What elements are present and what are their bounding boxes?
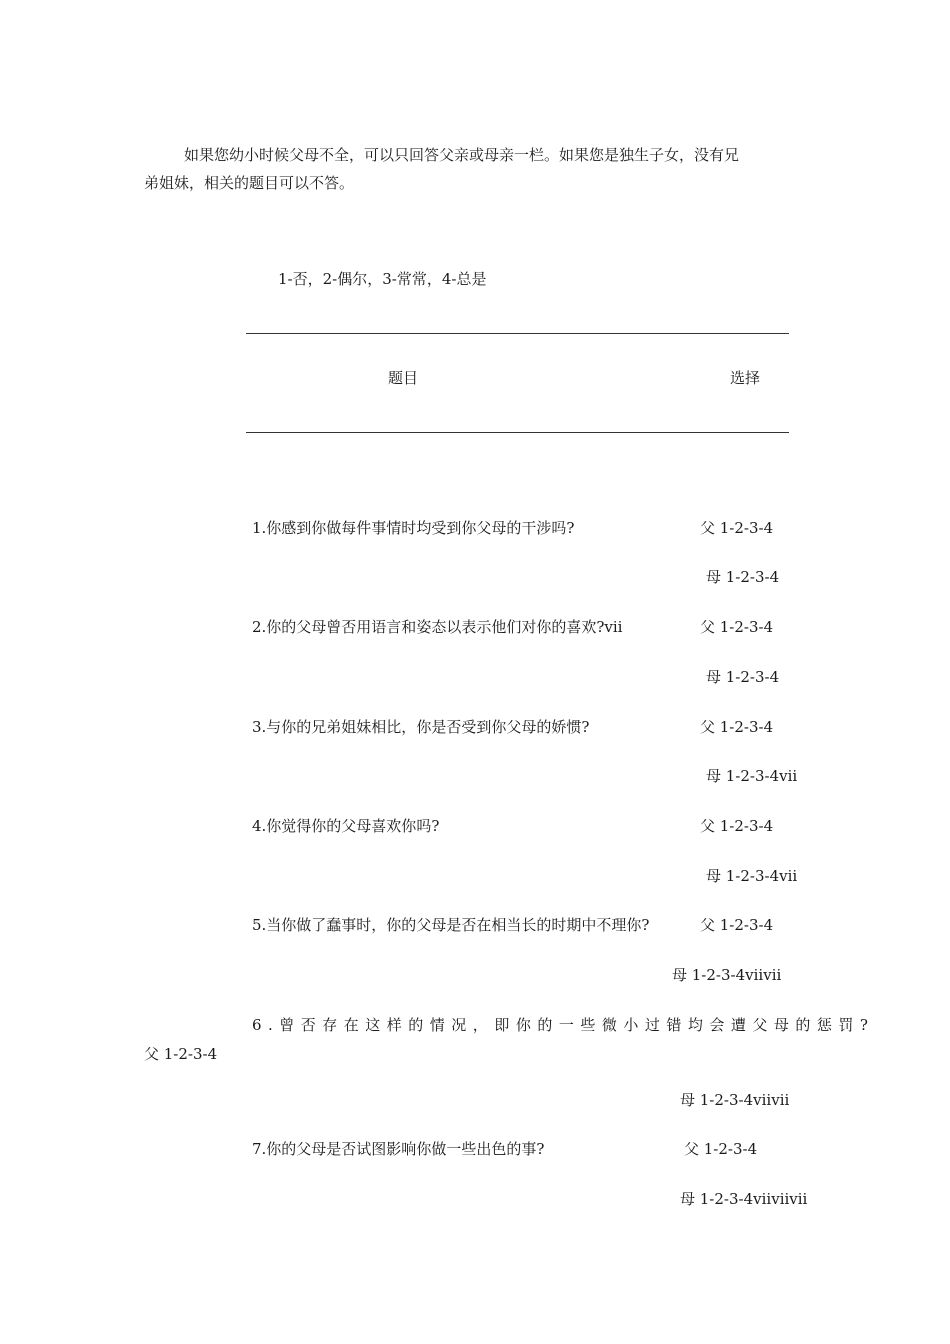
instructions-line-2: 弟姐妹，相关的题目可以不答。 <box>144 174 355 192</box>
question-3-mother-choice: 母 1-2-3-4ⅶ <box>706 767 798 785</box>
question-6-mother-choice: 母 1-2-3-4ⅶⅶ <box>680 1091 790 1109</box>
question-4-text: 4.你觉得你的父母喜欢你吗? <box>252 817 440 835</box>
question-1-mother-choice: 母 1-2-3-4 <box>706 568 780 586</box>
question-6-text: 6.曾否存在这样的情况，即你的一些微小过错均会遭父母的惩罚? <box>252 1016 875 1034</box>
table-header-rule <box>246 432 789 433</box>
instructions-paragraph <box>144 141 812 197</box>
question-4-mother-choice: 母 1-2-3-4ⅶ <box>706 867 798 885</box>
question-2-father-choice: 父 1-2-3-4 <box>700 618 774 636</box>
question-5-mother-choice: 母 1-2-3-4ⅶⅶ <box>672 966 782 984</box>
header-choice: 选择 <box>730 369 761 387</box>
rating-scale: 1-否，2-偶尔，3-常常，4-总是 <box>278 270 487 288</box>
instructions-line-1: 如果您幼小时候父母不全，可以只回答父亲或母亲一栏。如果您是独生子女，没有兄 <box>184 146 740 164</box>
question-7-text: 7.你的父母是否试图影响你做一些出色的事? <box>252 1140 545 1158</box>
question-2-text: 2.你的父母曾否用语言和姿态以表示他们对你的喜欢?ⅶ <box>252 618 623 636</box>
question-5-father-choice: 父 1-2-3-4 <box>700 916 774 934</box>
question-3-text: 3.与你的兄弟姐妹相比，你是否受到你父母的娇惯? <box>252 718 590 736</box>
header-question: 题目 <box>388 369 419 387</box>
question-7-mother-choice: 母 1-2-3-4ⅶⅶⅶ <box>680 1190 808 1208</box>
question-6-father-choice: 父 1-2-3-4 <box>144 1045 218 1063</box>
table-top-rule <box>246 333 789 334</box>
question-2-mother-choice: 母 1-2-3-4 <box>706 668 780 686</box>
question-1-father-choice: 父 1-2-3-4 <box>700 519 774 537</box>
question-1-text: 1.你感到你做每件事情时均受到你父母的干涉吗? <box>252 519 575 537</box>
question-7-father-choice: 父 1-2-3-4 <box>684 1140 758 1158</box>
question-3-father-choice: 父 1-2-3-4 <box>700 718 774 736</box>
question-4-father-choice: 父 1-2-3-4 <box>700 817 774 835</box>
question-5-text: 5.当你做了蠢事时，你的父母是否在相当长的时期中不理你? <box>252 916 650 934</box>
